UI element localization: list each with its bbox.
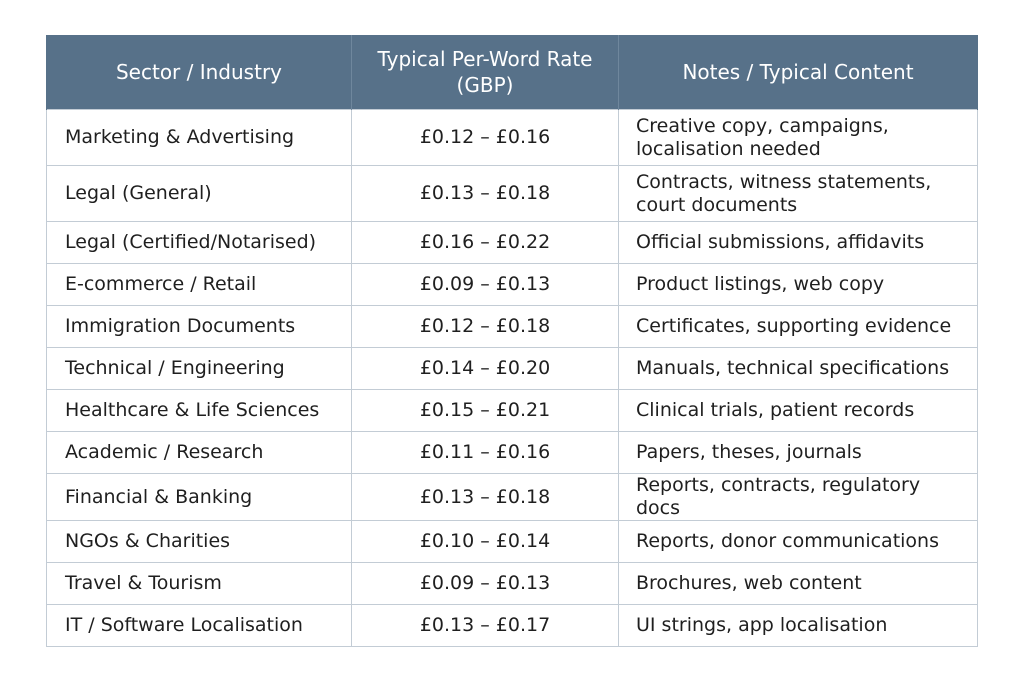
sector-cell: Immigration Documents [47, 306, 352, 348]
rate-cell: £0.15 – £0.21 [352, 390, 619, 432]
notes-cell: Brochures, web content [619, 563, 978, 605]
sector-cell: Healthcare & Life Sciences [47, 390, 352, 432]
header-rate [352, 35, 619, 110]
notes-cell: Manuals, technical specifications [619, 348, 978, 390]
notes-cell: Contracts, witness statements, court documents [619, 166, 978, 222]
sector-cell: Legal (Certified/Notarised) [47, 222, 352, 264]
notes-cell: Official submissions, affidavits [619, 222, 978, 264]
table-row [47, 521, 978, 563]
sector-cell: Academic / Research [47, 432, 352, 474]
rate-cell: £0.13 – £0.18 [352, 166, 619, 222]
notes-cell: Papers, theses, journals [619, 432, 978, 474]
sector-cell: Financial & Banking [47, 474, 352, 521]
rate-cell: £0.12 – £0.18 [352, 306, 619, 348]
notes-cell: Clinical trials, patient records [619, 390, 978, 432]
table-row [47, 264, 978, 306]
notes-cell: Certificates, supporting evidence [619, 306, 978, 348]
table-row [47, 348, 978, 390]
header-sector: Sector / Industry [47, 35, 352, 110]
rates-table-container [46, 35, 977, 647]
table-row [47, 222, 978, 264]
sector-cell: Technical / Engineering [47, 348, 352, 390]
notes-cell: Creative copy, campaigns, localisation needed [619, 110, 978, 166]
sector-cell: E-commerce / Retail [47, 264, 352, 306]
table-header-row [47, 35, 978, 110]
notes-cell: Reports, donor communications [619, 521, 978, 563]
sector-cell: NGOs & Charities [47, 521, 352, 563]
table-row [47, 605, 978, 647]
header-notes: Notes / Typical Content [619, 35, 978, 110]
table-row [47, 390, 978, 432]
sector-cell: Marketing & Advertising [47, 110, 352, 166]
table-row [47, 110, 978, 166]
sector-cell: IT / Software Localisation [47, 605, 352, 647]
rate-cell: £0.14 – £0.20 [352, 348, 619, 390]
sector-cell: Travel & Tourism [47, 563, 352, 605]
header-rate-line2: (GBP) [456, 73, 514, 97]
rate-cell: £0.09 – £0.13 [352, 264, 619, 306]
table-row [47, 474, 978, 521]
notes-cell: Product listings, web copy [619, 264, 978, 306]
notes-cell: Reports, contracts, regulatory docs [619, 474, 978, 521]
table-row [47, 432, 978, 474]
rate-cell: £0.09 – £0.13 [352, 563, 619, 605]
notes-cell: UI strings, app localisation [619, 605, 978, 647]
table-row [47, 166, 978, 222]
sector-cell: Legal (General) [47, 166, 352, 222]
table-row [47, 306, 978, 348]
rate-cell: £0.12 – £0.16 [352, 110, 619, 166]
rates-table [46, 35, 978, 647]
rate-cell: £0.16 – £0.22 [352, 222, 619, 264]
rate-cell: £0.10 – £0.14 [352, 521, 619, 563]
rate-cell: £0.13 – £0.18 [352, 474, 619, 521]
header-rate-line1: Typical Per-Word Rate [377, 47, 593, 71]
rate-cell: £0.13 – £0.17 [352, 605, 619, 647]
table-row [47, 563, 978, 605]
rate-cell: £0.11 – £0.16 [352, 432, 619, 474]
